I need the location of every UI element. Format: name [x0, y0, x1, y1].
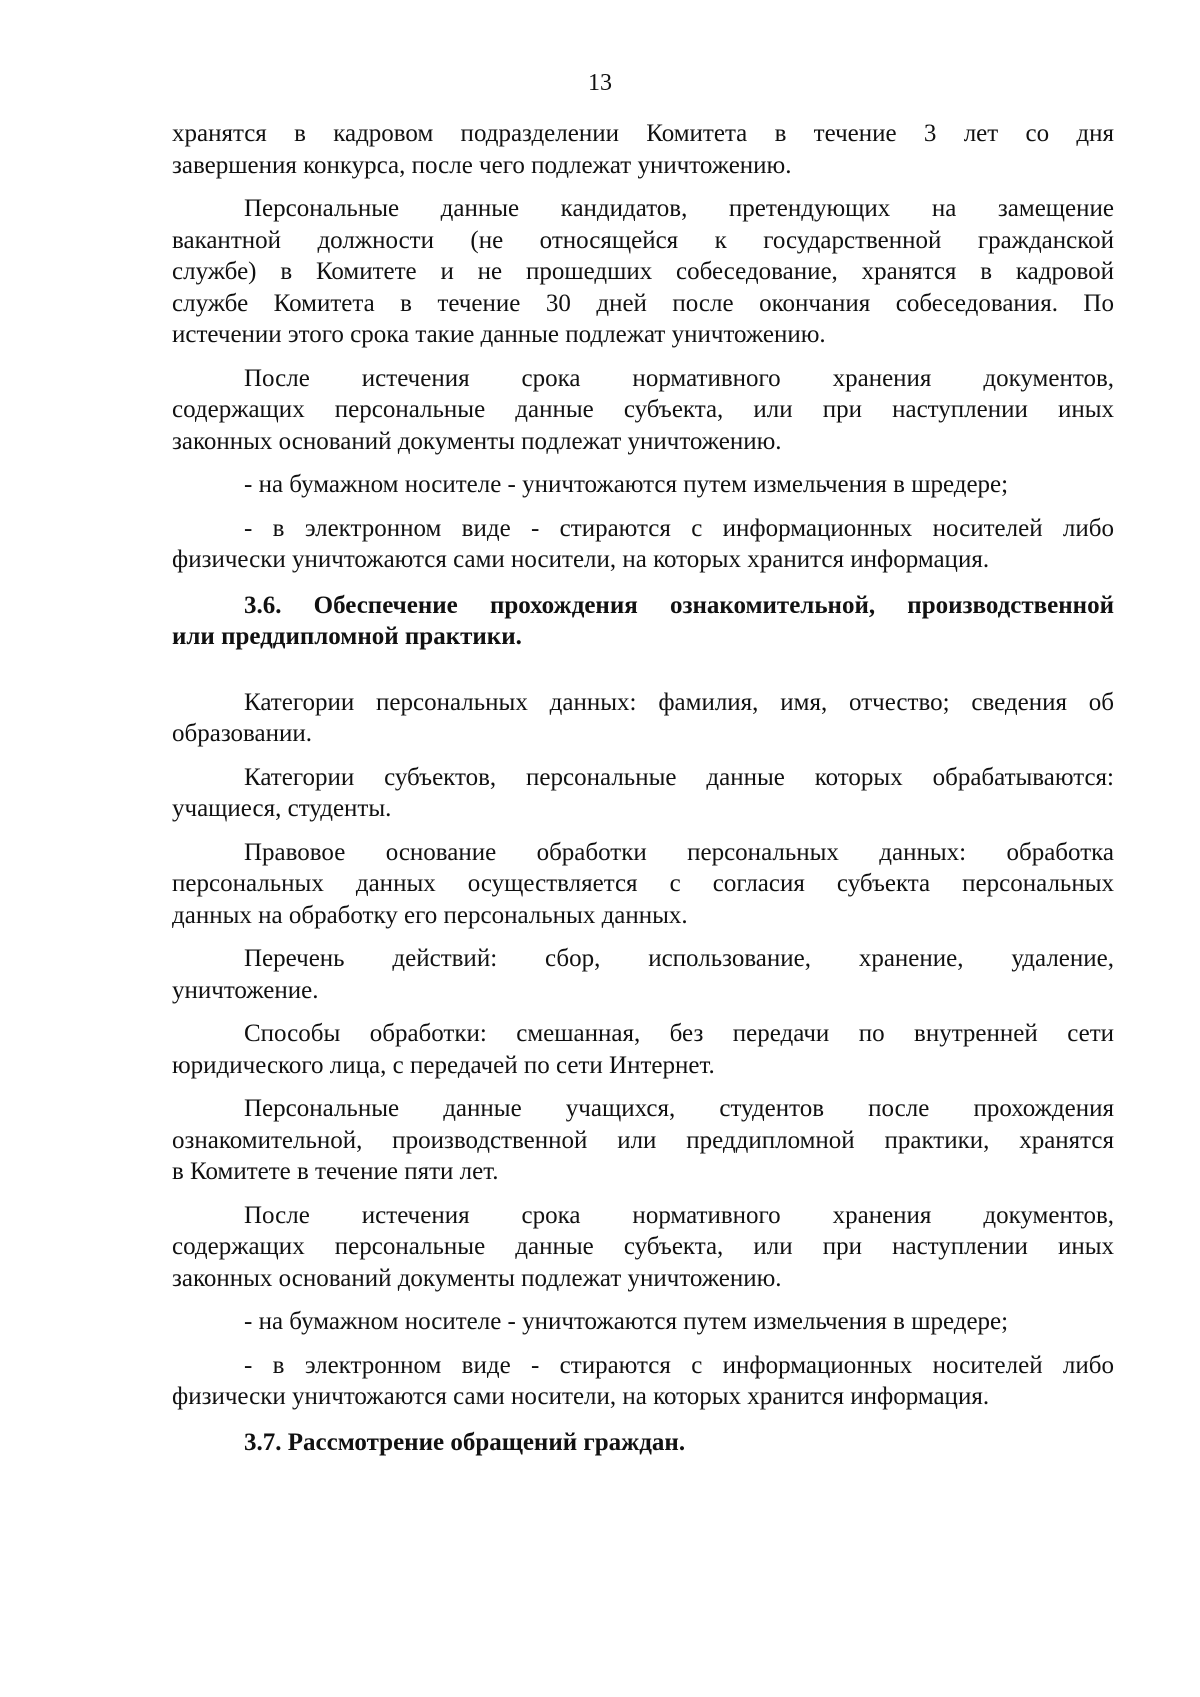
text-line: содержащих персональные данные субъекта, или при наступлении иных	[172, 1233, 1114, 1260]
document-body	[172, 118, 1114, 1458]
text-line: истечении этого срока такие данные подлежат уничтожению.	[172, 321, 826, 348]
text-line: Категории персональных данных: фамилия, имя, отчество; сведения об	[244, 688, 1114, 716]
section-heading-3-7	[172, 1427, 1114, 1459]
list-item-electronic	[172, 1350, 1114, 1413]
text-line: После истечения срока нормативного хранения документов,	[244, 364, 1114, 392]
paragraph	[172, 193, 1114, 351]
paragraph	[172, 943, 1114, 1006]
text-line: Способы обработки: смешанная, без передачи по внутренней сети	[244, 1020, 1114, 1047]
text-line: ознакомительной, производственной или преддипломной практики, хранятся	[172, 1126, 1114, 1154]
paragraph	[172, 837, 1114, 932]
paragraph	[172, 1018, 1114, 1081]
text-line: - на бумажном носителе - уничтожаются путем измельчения в шредере;	[244, 1308, 1009, 1335]
paragraph	[172, 687, 1114, 750]
section-heading-3-6	[172, 590, 1114, 653]
text-line: Категории субъектов, персональные данные которых обрабатываются:	[244, 763, 1114, 791]
text-line: службе Комитета в течение 30 дней после окончания собеседования. По	[172, 289, 1114, 317]
paragraph	[172, 1200, 1114, 1295]
paragraph	[172, 762, 1114, 825]
list-item-paper	[172, 469, 1114, 501]
text-line: - в электронном виде - стираются с информационных носителей либо	[244, 514, 1114, 542]
paragraph	[172, 363, 1114, 458]
list-item-paper	[172, 1306, 1114, 1338]
text-line: физически уничтожаются сами носители, на которых хранится информация.	[172, 1383, 990, 1410]
text-line: образовании.	[172, 720, 313, 747]
text-line: вакантной должности (не относящейся к государственной гражданской	[172, 226, 1114, 254]
paragraph	[172, 1093, 1114, 1188]
text-line: учащиеся, студенты.	[172, 795, 392, 822]
heading-line: 3.6. Обеспечение прохождения ознакомительной, производственной	[244, 591, 1114, 619]
text-line: Правовое основание обработки персональных данных: обработка	[244, 838, 1114, 866]
list-item-electronic	[172, 513, 1114, 576]
text-line: Персональные данные учащихся, студентов после прохождения	[244, 1095, 1114, 1122]
heading-line: или преддипломной практики.	[172, 623, 522, 650]
text-line: завершения конкурса, после чего подлежат уничтожению.	[172, 151, 792, 179]
text-line: физически уничтожаются сами носители, на которых хранится информация.	[172, 546, 990, 573]
text-line: персональных данных осуществляется с согласия субъекта персональных	[172, 870, 1114, 897]
page-number: 13	[588, 70, 612, 96]
text-line: юридического лица, с передачей по сети Интернет.	[172, 1051, 715, 1079]
text-line: Персональные данные кандидатов, претендующих на замещение	[244, 195, 1114, 222]
text-line: данных на обработку его персональных данных.	[172, 901, 688, 929]
text-line: хранятся в кадровом подразделении Комитета в течение 3 лет со дня	[172, 120, 1114, 147]
text-line: законных оснований документы подлежат уничтожению.	[172, 1264, 782, 1292]
text-line: содержащих персональные данные субъекта, или при наступлении иных	[172, 396, 1114, 423]
text-line: службе) в Комитете и не прошедших собеседование, хранятся в кадровой	[172, 258, 1114, 285]
heading-line: 3.7. Рассмотрение обращений граждан.	[244, 1428, 686, 1456]
text-line: в Комитете в течение пяти лет.	[172, 1158, 499, 1185]
text-line: Перечень действий: сбор, использование, хранение, удаление,	[244, 945, 1114, 972]
text-line: уничтожение.	[172, 976, 319, 1004]
text-line: - в электронном виде - стираются с информационных носителей либо	[244, 1351, 1114, 1379]
text-line: законных оснований документы подлежат уничтожению.	[172, 427, 782, 455]
text-line: После истечения срока нормативного хранения документов,	[244, 1201, 1114, 1229]
text-line: - на бумажном носителе - уничтожаются путем измельчения в шредере;	[244, 471, 1009, 498]
paragraph-continuation	[172, 118, 1114, 181]
